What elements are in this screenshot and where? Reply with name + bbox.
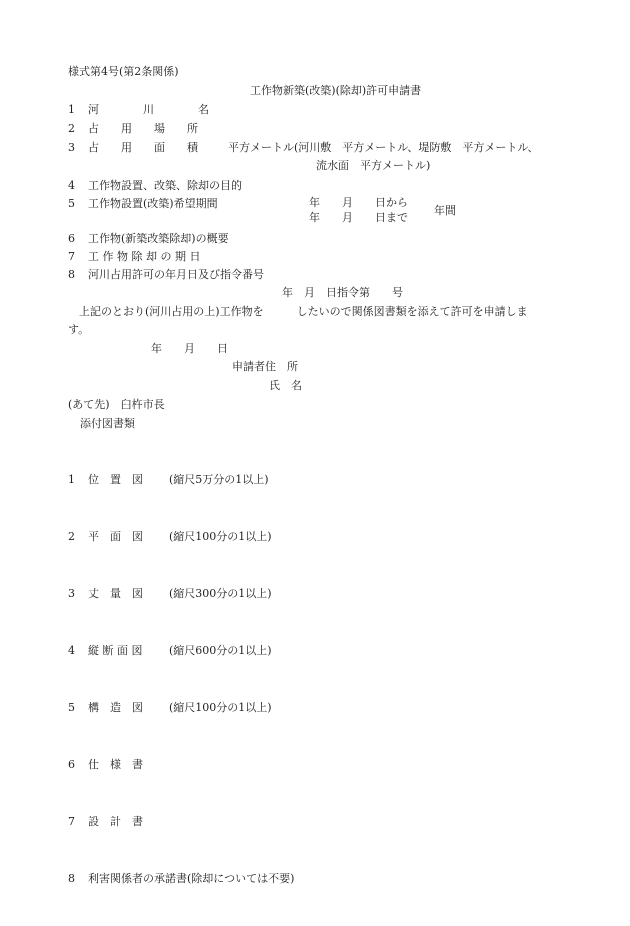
item-7-label: 工 作 物 除 却 の 期 日 — [88, 250, 201, 263]
attachment-number: 3 — [68, 587, 75, 600]
attachment-name: 仕 様 書 — [88, 758, 143, 771]
form-number: 様式第4号(第2条関係) — [68, 65, 179, 78]
item-5-label: 工作物設置(改築)希望期間 — [88, 197, 218, 210]
attachment-name: 構 造 図 — [88, 701, 143, 714]
application-date: 年 月 日 — [151, 342, 228, 355]
item-4-label: 工作物設置、改築、除却の目的 — [88, 179, 242, 192]
attachment-note: (縮尺600分の1以上) — [169, 644, 272, 657]
attachment-number: 6 — [68, 758, 75, 771]
attachment-number: 5 — [68, 701, 75, 714]
attachment-name: 丈 量 図 — [88, 587, 143, 600]
addressee: (あて先) 臼杵市長 — [68, 398, 165, 411]
item-7-number: 7 — [68, 250, 75, 263]
attachment-name: 設 計 書 — [88, 815, 143, 828]
attachment-note: (縮尺5万分の1以上) — [169, 473, 269, 486]
item-8-label: 河川占用許可の年月日及び指令番号 — [88, 268, 264, 281]
attachment-number: 1 — [68, 473, 75, 486]
item-2-label: 占 用 場 所 — [88, 122, 198, 135]
attachment-name: 平 面 図 — [88, 530, 143, 543]
document-title: 工作物新築(改築)(除却)許可申請書 — [250, 84, 422, 97]
attachments-title: 添付図書類 — [80, 417, 135, 430]
item-3-number: 3 — [68, 141, 75, 154]
attachment-name: 利害関係者の承諾書(除却については不要) — [88, 872, 295, 885]
attachment-note: (縮尺300分の1以上) — [169, 587, 272, 600]
attachment-note: (縮尺100分の1以上) — [169, 701, 272, 714]
attachment-number: 2 — [68, 530, 75, 543]
attachment-number: 4 — [68, 644, 75, 657]
item-2-number: 2 — [68, 122, 75, 135]
item-5-duration: 年間 — [434, 204, 456, 217]
attachment-notes — [169, 432, 272, 755]
item-4-number: 4 — [68, 179, 75, 192]
item-3-value-line2: 流水面 平方メートル) — [316, 159, 431, 172]
item-6-number: 6 — [68, 232, 75, 245]
attachment-note: (縮尺100分の1以上) — [169, 530, 272, 543]
item-3-label: 占 用 面 積 — [88, 141, 198, 154]
attachment-numbers — [68, 432, 82, 926]
attachment-name: 縦 断 面 図 — [88, 644, 143, 657]
item-6-label: 工作物(新築改築除却)の概要 — [88, 232, 229, 245]
applicant-address: 申請者住 所 — [232, 360, 298, 373]
item-8-number: 8 — [68, 268, 75, 281]
attachment-name: 位 置 図 — [88, 473, 143, 486]
applicant-name: 氏 名 — [269, 379, 302, 392]
item-5-period-from: 年 月 日から — [309, 196, 408, 209]
attachment-number: 8 — [68, 872, 75, 885]
item-5-number: 5 — [68, 197, 75, 210]
item-8-value: 年 月 日指令第 号 — [282, 286, 403, 299]
statement-line-2: す。 — [68, 323, 90, 336]
attachment-number: 7 — [68, 815, 75, 828]
item-1-label: 河 川 名 — [88, 103, 209, 116]
item-5-period-to: 年 月 日まで — [309, 211, 408, 224]
statement-line-1: 上記のとおり(河川占用の上)工作物を したいので関係図書類を添えて許可を申請しま — [68, 305, 528, 318]
item-1-number: 1 — [68, 103, 75, 116]
item-3-value-line1: 平方メートル(河川敷 平方メートル、堤防敷 平方メートル、 — [228, 141, 539, 154]
